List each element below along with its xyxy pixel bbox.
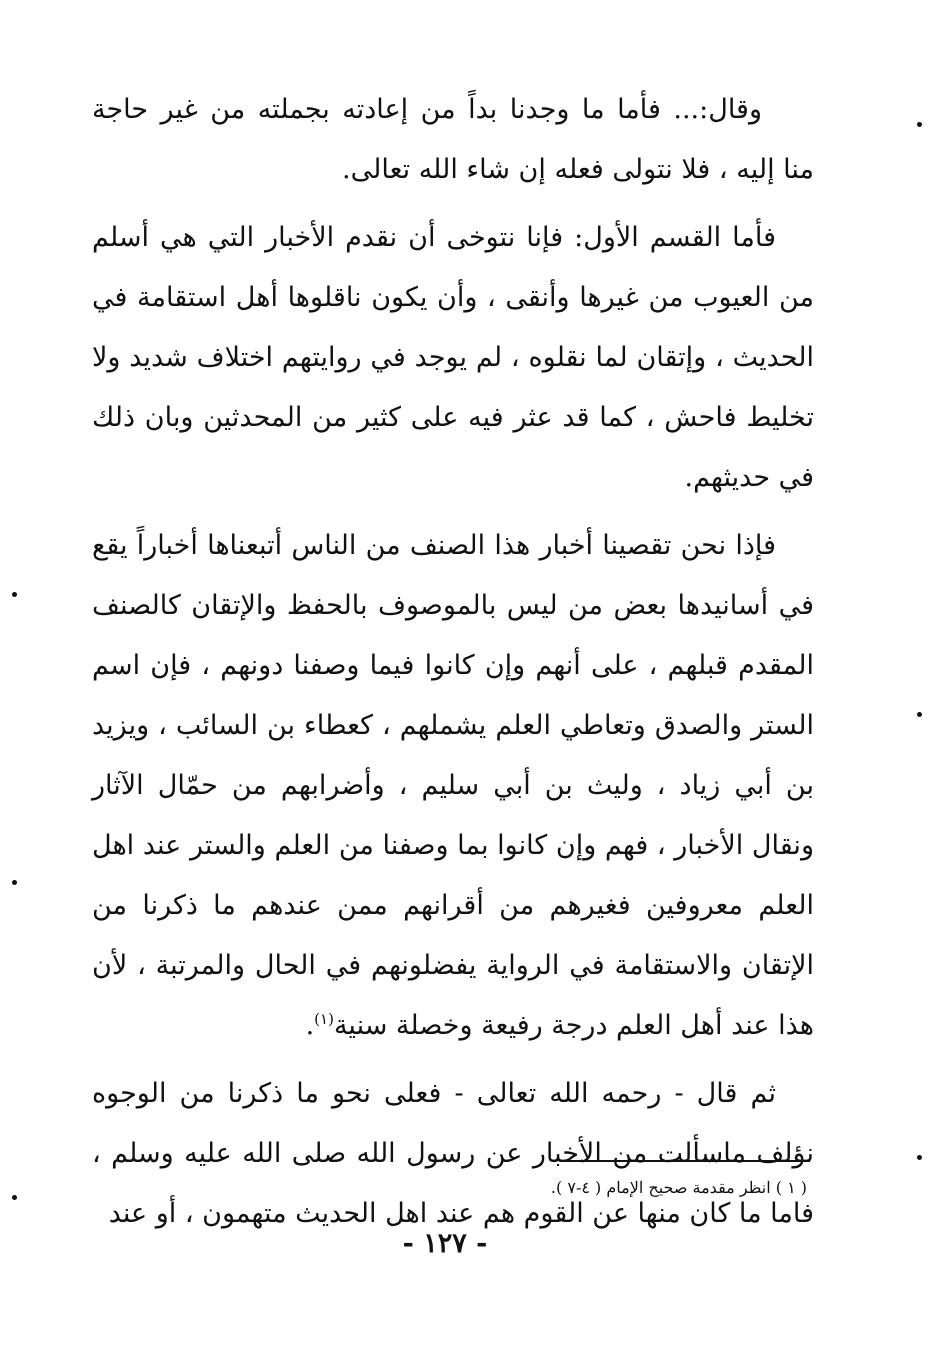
paragraph-1: وقال:... فأما ما وجدنا بداً من إعادته بجملته من غير حاجة منا إليه ، فلا نتولى فعله إن شاء الله تعالى. (92, 94, 814, 185)
scan-speck (917, 712, 922, 717)
footnote: ( ١ ) انظر مقدمة صحيح الإمام ( ٤-٧ ). (550, 1178, 807, 1197)
paragraph-3-text: فإذا نحن تقصينا أخبار هذا الصنف من الناس أتبعناها أخباراً يقع في أسانيدها بعض من ليس بالموصوف بالحفظ والإتقان كالصنف المقدم قبلهم ، على أنهم وإن كانوا فيما وصفنا دونهم ، فإن اسم الستر والصدق وتعاطي العلم يشملهم ، كعطاء بن السائب ، ويزيد بن أبي زياد ، وليث بن أبي سليم ، وأضرابهم من حمّال الآثار ونقال الأخبار ، فهم وإن كانوا بما وصفنا من العلم والستر عند اهل العلم معروفين فغيرهم من أقرانهم ممن عندهم ما ذكرنا من الإتقان والاستقامة في الرواية يفضلونهم في الحال والمرتبة ، لأن هذا عند أهل العلم درجة رفيعة وخصلة سنية (92, 530, 814, 1041)
paragraph-4: ثم قال - رحمه الله تعالى - فعلى نحو ما ذكرنا من الوجوه نؤلف ماسألت من الأخبار عن رسول الله صلى الله عليه وسلم ، فاما ما كان منها عن القوم هم عند اهل الحديث متهمون ، أو عند (92, 1078, 814, 1229)
scan-speck (12, 592, 17, 597)
footnote-divider (565, 1160, 810, 1162)
scan-speck (917, 1155, 922, 1160)
footnote-marker: (١) (314, 1010, 334, 1028)
main-text (92, 80, 814, 1252)
scan-speck (12, 880, 17, 885)
paragraph-3-end: . (305, 1010, 315, 1041)
scan-speck (12, 1195, 17, 1200)
paragraph-3 (92, 516, 814, 1056)
page-number: - ١٢٧ - (402, 1228, 488, 1259)
scan-speck (917, 122, 922, 127)
paragraph-2: فأما القسم الأول: فإنا نتوخى أن نقدم الأخبار التي هي أسلم من العيوب من غيرها وأنقى ، وأن يكون ناقلوها أهل استقامة في الحديث ، وإتقان لما نقلوه ، لم يوجد في روايتهم اختلاف شديد ولا تخليط فاحش ، كما قد عثر فيه على كثير من المحدثين وبان ذلك في حديثهم. (92, 222, 814, 493)
